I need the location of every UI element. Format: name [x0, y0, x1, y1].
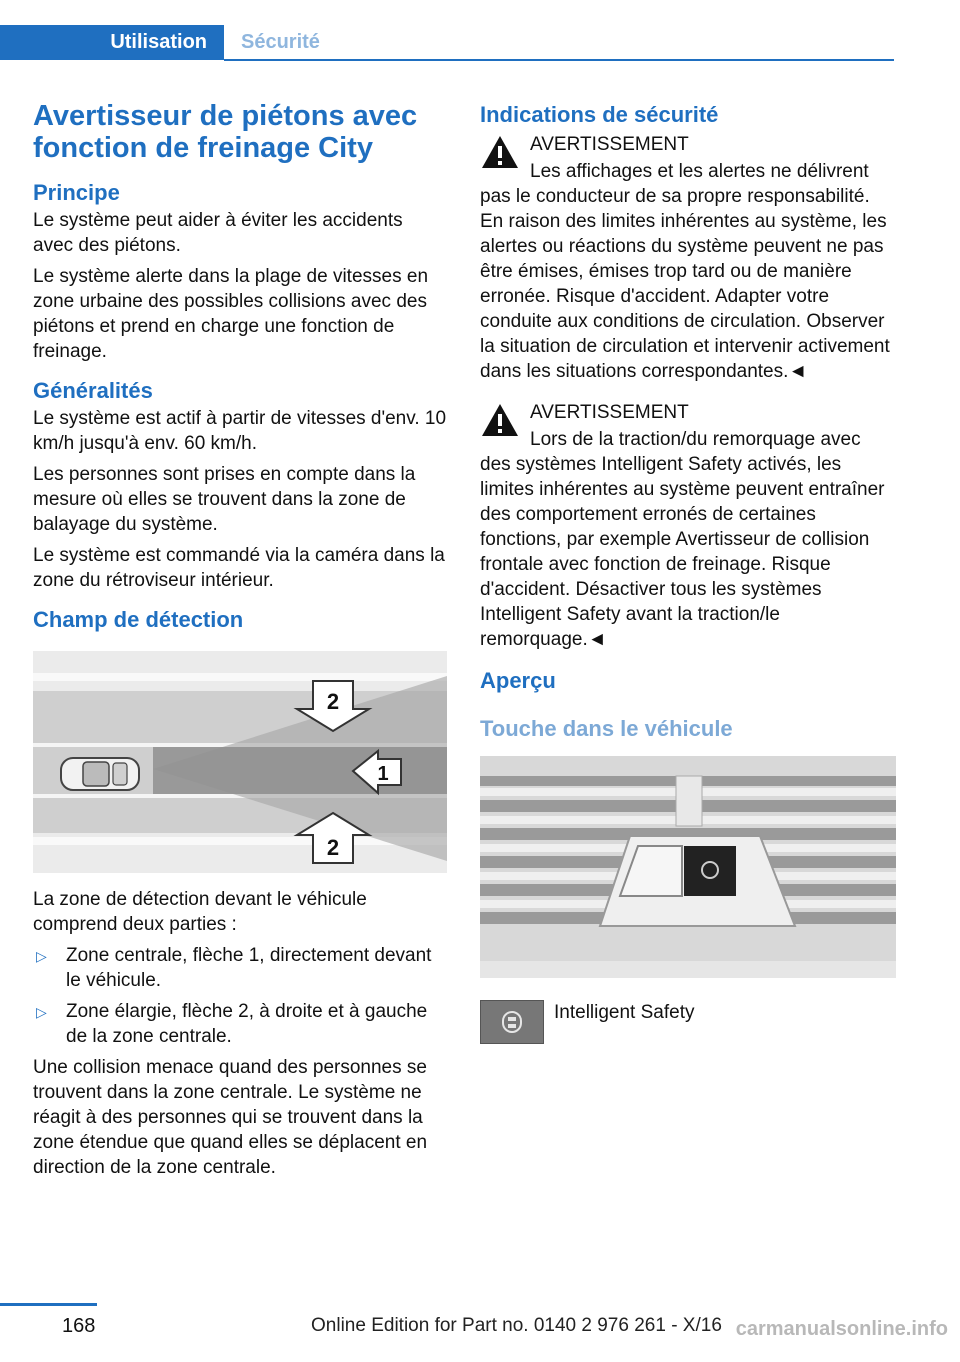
champ-intro: La zone de détection devant le véhicule comprend deux parties : — [33, 889, 367, 935]
svg-text:2: 2 — [326, 689, 340, 714]
detection-field-diagram — [33, 651, 447, 873]
warning-text: Les affichages et les alertes ne délivrent pas le conducteur de sa propre responsabilité. En raison des limites inhérentes au système, les alertes ou réactions du système peuvent ne pas être émises, émises trop tard ou de manière erronée. Risque d'accident. Adapter votre conduite aux conditions de circulation. Observer la situation de circulation et intervenir activement dans les situations correspondantes.◄ — [480, 161, 890, 382]
generalites-paragraph-1: Le système est actif à partir de vitesses d'env. 10 km/h jusqu'à env. 60 km/h. — [33, 408, 447, 454]
list-item: ▷ Zone élargie, flèche 2, à droite et à gauche de la zone centrale. — [36, 1001, 428, 1047]
warning-triangle-icon — [480, 134, 520, 170]
watermark: carmanualsonline.info — [735, 1318, 948, 1340]
left-column — [33, 100, 447, 1186]
triangle-right-icon: ▷ — [36, 948, 47, 964]
warning-triangle-icon — [480, 402, 520, 438]
warning-text: Lors de la traction/du remorquage avec des systèmes Intelligent Safety activés, les limites inhérentes au système peuvent entraîner des comportement erronés de certaines fonctions, par exemple Avertisseur de collision frontale avec fonction de freinage. Risque d'accident. Désactiver tous les systèmes Intelligent Safety avant la traction/le remorquage.◄ — [480, 429, 885, 650]
svg-text:1: 1 — [377, 763, 389, 785]
car-icon — [61, 758, 139, 790]
list-item: ▷ Zone centrale, flèche 1, directement devant le véhicule. — [36, 945, 432, 991]
detection-zones-list — [33, 943, 447, 1049]
tab-securite[interactable]: Sécurité — [241, 31, 320, 53]
svg-text:2: 2 — [326, 835, 340, 860]
footer-rule — [0, 1303, 97, 1306]
generalites-paragraph-3: Le système est commandé via la caméra dans la zone du rétroviseur intérieur. — [33, 545, 445, 591]
heading-generalites: Généralités — [33, 378, 153, 403]
page-title: Avertisseur de piétons avec fonction de freinage City — [33, 100, 418, 164]
intelligent-safety-label: Intelligent Safety — [554, 1002, 695, 1023]
intelligent-safety-icon — [480, 1000, 544, 1044]
warning-title: AVERTISSEMENT — [530, 134, 689, 155]
principe-paragraph-2: Le système alerte dans la plage de vitesses en zone urbaine des possibles collisions avec des piétons et prend en charge une fonction de freinage. — [33, 266, 429, 362]
intelligent-safety-key-row — [480, 1000, 896, 1050]
tab-utilisation[interactable]: Utilisation — [0, 25, 224, 60]
heading-touche-vehicule: Touche dans le véhicule — [480, 716, 733, 741]
heading-principe: Principe — [33, 180, 120, 205]
edition-text: Online Edition for Part no. 0140 2 976 261 - X/16 — [311, 1315, 722, 1336]
generalites-paragraph-2: Les personnes sont prises en compte dans la mesure où elles se trouvent dans la zone de balayage du système. — [33, 464, 416, 535]
heading-apercu: Aperçu — [480, 668, 556, 693]
header-rule — [224, 59, 894, 61]
warning-title: AVERTISSEMENT — [530, 402, 689, 423]
right-column — [480, 100, 896, 1050]
warning-block-2 — [480, 398, 896, 652]
triangle-right-icon: ▷ — [36, 1004, 47, 1020]
warning-block-1 — [480, 130, 896, 384]
heading-indications-securite: Indications de sécurité — [480, 102, 719, 127]
heading-champ-detection: Champ de détection — [33, 607, 244, 632]
header-tabs — [0, 25, 894, 63]
principe-paragraph-1: Le système peut aider à éviter les accidents avec des piétons. — [33, 210, 403, 256]
champ-closing-paragraph: Une collision menace quand des personnes se trouvent dans la zone centrale. Le système ne réagit à des personnes qui se trouvent dans la zone étendue que quand elles se déplacent en direction de la zone centrale. — [33, 1057, 428, 1178]
page-number: 168 — [62, 1315, 96, 1337]
vehicle-button-photo — [480, 756, 896, 978]
